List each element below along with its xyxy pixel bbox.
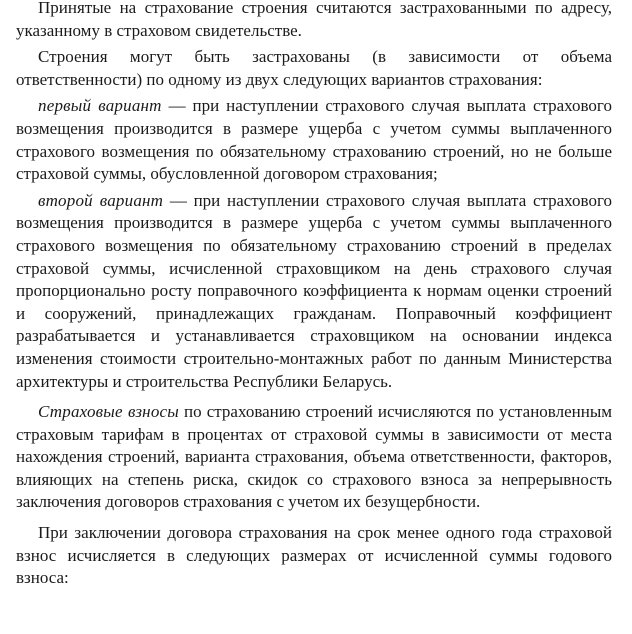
term-first-variant: первый вариант [38,96,162,116]
term-second-variant: второй вариант [38,190,164,210]
paragraph-short-term-contract [16,522,612,590]
paragraph-second-variant [16,190,612,393]
paragraph-coverage-variants [16,46,612,91]
paragraph-text: по страхованию строений исчисляются по установленным страховым тарифам в процентах от страховой суммы в зависимости от места нахождения строений, варианта страхования, объема ответственности, факторов, влияющих на степень риска, скидок со страхового взноса за непрерывность заключения договоров страхования с учетом их безущербности. [16,402,612,512]
paragraph-text: — при наступлении страхового случая выплата страхового возмещения производится в размере ущерба с учетом суммы выплаченного страхового возмещения по обязательному страхованию строений в пределах страховой суммы, исчисленной страховщиком на день страхового случая пропорционально росту поправочного коэффициента к нормам оценки строений и сооружений, принадлежащих гражданам. Поправочный коэффициент разрабатывается и устанавливается страховщиком на основании индекса изменения стоимости строительно-монтажных работ по данным Министерства архитектуры и строительства Республики Беларусь. [16,190,612,391]
paragraph-text: Принятые на страхование строения считаются застрахованными по адресу, указанному в страховом свидетельстве. [16,0,612,40]
document-page [16,0,612,590]
paragraph-text: Строения могут быть застрахованы (в зависимости от объема ответственности) по одному из двух следующих вариантов страхования: [16,47,612,89]
term-insurance-premiums: Страховые взносы [38,402,179,422]
paragraph-text: — при наступлении страхового случая выплата страхового возмещения производится в размере ущерба с учетом суммы выплаченного страхового возмещения по обязательному страхованию строений, но не больше страховой суммы, обусловленной договором страхования; [16,96,612,184]
paragraph-insured-address [16,0,612,42]
paragraph-insurance-premiums [16,401,612,514]
paragraph-first-variant [16,95,612,185]
paragraph-text: При заключении договора страхования на срок менее одного года страховой взнос исчисляется в следующих размерах от исчисленной суммы годового взноса: [16,523,612,588]
